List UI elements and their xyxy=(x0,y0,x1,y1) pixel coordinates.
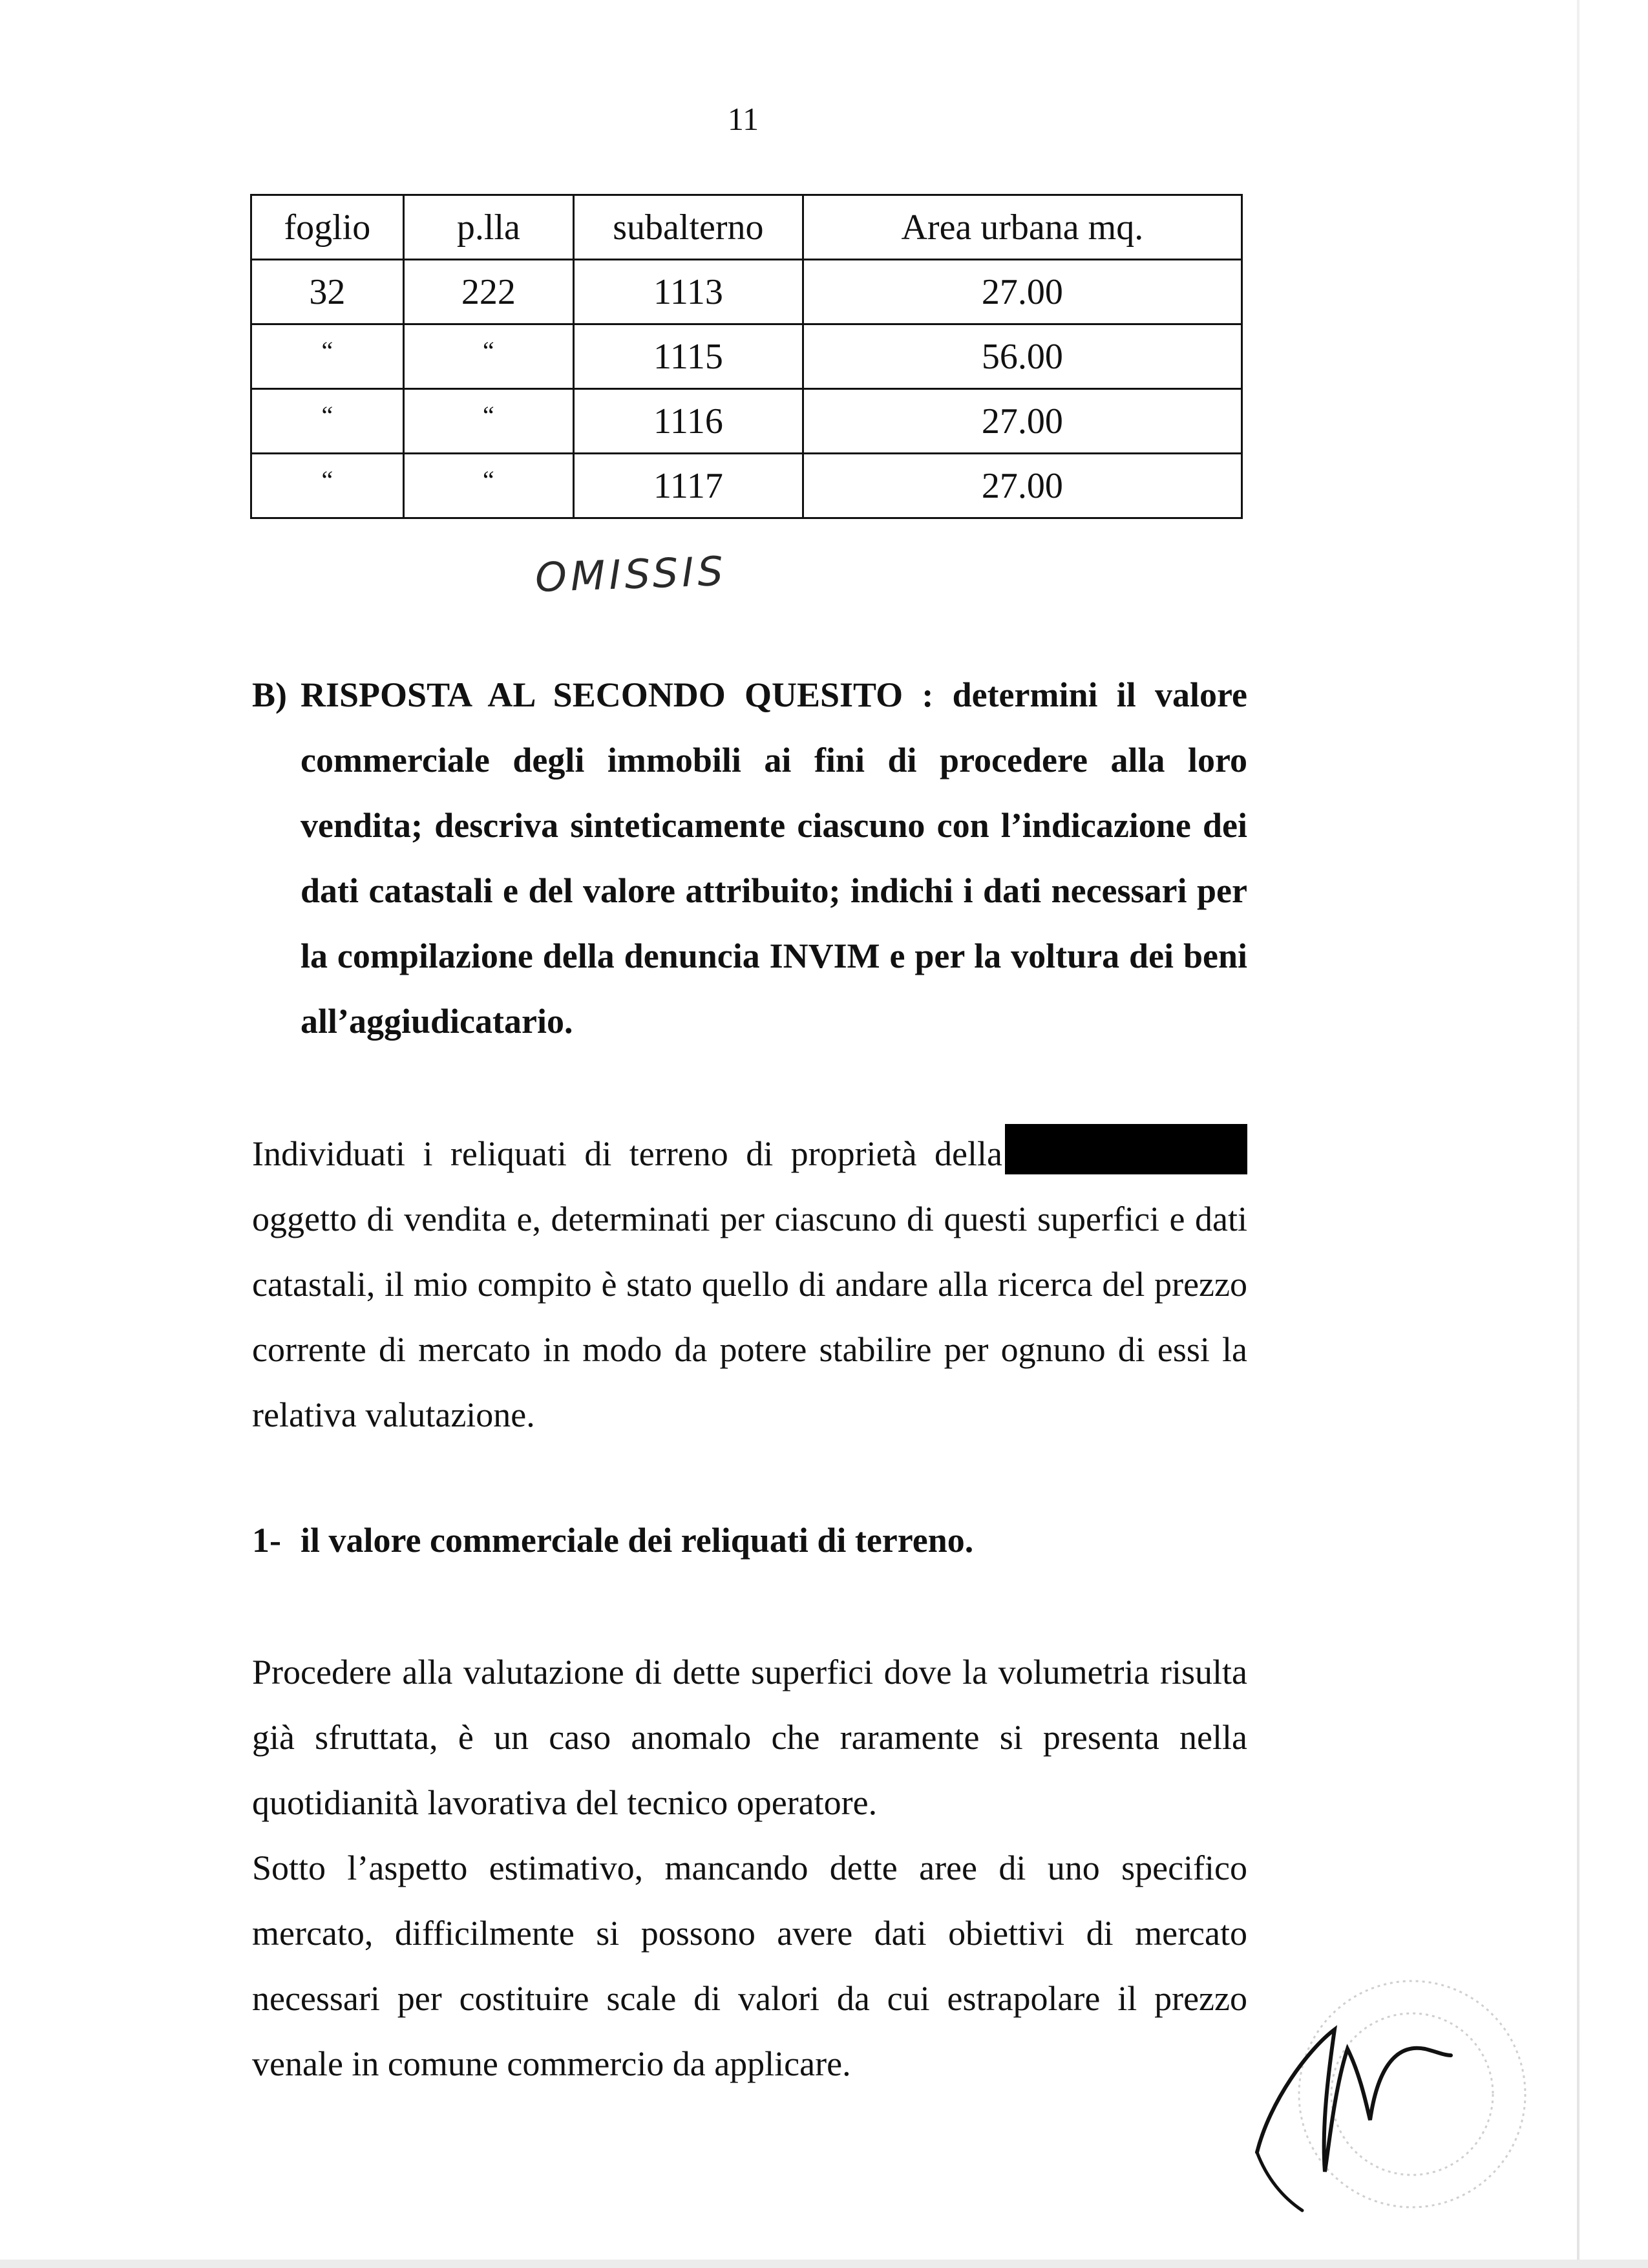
header-foglio: foglio xyxy=(251,195,404,260)
paragraph-valutazione xyxy=(252,1640,1247,2097)
section-b-label: B) xyxy=(252,675,287,714)
ditto-mark: “ xyxy=(321,336,333,365)
cell-area: 27.00 xyxy=(803,389,1241,454)
cell-area: 56.00 xyxy=(803,324,1241,389)
section-b-text: RISPOSTA AL SECONDO QUESITO : determini il valore commerciale degli immobili ai fini di procedere alla loro vendita; descriva sinteticamente ciascuno con l’indicazione dei dati catastali e del valore attribuito; indichi i dati necessari per la compilazione della denuncia INVIM e per la voltura dei beni all’aggiudicatario. xyxy=(301,675,1247,1041)
header-subalterno: subalterno xyxy=(574,195,803,260)
cell-subalterno: 1116 xyxy=(574,389,803,454)
cell-particella-ditto xyxy=(403,324,573,389)
cadastral-table xyxy=(250,194,1243,519)
cell-particella-ditto xyxy=(403,389,573,454)
header-area: Area urbana mq. xyxy=(803,195,1241,260)
scan-edge-line xyxy=(1577,0,1579,2268)
table-row xyxy=(251,260,1242,324)
ditto-mark: “ xyxy=(483,465,494,494)
cell-subalterno: 1113 xyxy=(574,260,803,324)
section-heading-text: il valore commerciale dei reliquati di terreno. xyxy=(301,1521,974,1560)
stamp-and-signature xyxy=(1231,1958,1554,2230)
ditto-mark: “ xyxy=(321,465,333,494)
section-heading-1 xyxy=(252,1508,973,1573)
handwritten-signature xyxy=(1257,2030,1451,2172)
cell-foglio-ditto xyxy=(251,324,404,389)
handwritten-omissis-note: OMISSIS xyxy=(534,547,728,602)
header-particella: p.lla xyxy=(403,195,573,260)
section-b-question xyxy=(252,662,1247,1054)
section-heading-number: 1- xyxy=(252,1521,281,1560)
table-row xyxy=(251,324,1242,389)
ditto-mark: “ xyxy=(321,401,333,430)
cell-particella: 222 xyxy=(403,260,573,324)
cell-foglio-ditto xyxy=(251,389,404,454)
cell-subalterno: 1117 xyxy=(574,454,803,518)
cell-area: 27.00 xyxy=(803,260,1241,324)
paragraph-text-before-redaction: Individuati i reliquati di terreno di proprietà della xyxy=(252,1134,1002,1173)
table-row xyxy=(251,389,1242,454)
ditto-mark: “ xyxy=(483,401,494,430)
cell-foglio-ditto xyxy=(251,454,404,518)
table-header-row xyxy=(251,195,1242,260)
paragraph-text-after-redaction: oggetto di vendita e, determinati per ciascuno di questi superfici e dati catastali, il mio compito è stato quello di andare alla ricerca del prezzo corrente di mercato in modo da potere stabilire per ognuno di essi la relativa valutazione. xyxy=(252,1200,1247,1434)
ditto-mark: “ xyxy=(483,336,494,365)
page-number: 11 xyxy=(727,101,759,137)
paragraph-reliquati xyxy=(252,1121,1247,1448)
table-row xyxy=(251,454,1242,518)
cell-area: 27.00 xyxy=(803,454,1241,518)
cell-subalterno: 1115 xyxy=(574,324,803,389)
paragraph-valutazione-part-b: Sotto l’aspetto estimativo, mancando dette aree di uno specifico mercato, difficilmente si possono avere dati obiettivi di mercato necessari per costituire scale di valori da cui estrapolare il prezzo venale in comune commercio da applicare. xyxy=(252,1849,1247,2083)
cell-foglio: 32 xyxy=(251,260,404,324)
cell-particella-ditto xyxy=(403,454,573,518)
paragraph-valutazione-part-a: Procedere alla valutazione di dette superfici dove la volumetria risulta già sfruttata, è un caso anomalo che raramente si presenta nella quotidianità lavorativa del tecnico operatore. xyxy=(252,1653,1247,1822)
college-stamp xyxy=(1299,1981,1525,2207)
scan-bottom-edge xyxy=(0,2260,1648,2268)
redaction-block xyxy=(1005,1124,1247,1174)
